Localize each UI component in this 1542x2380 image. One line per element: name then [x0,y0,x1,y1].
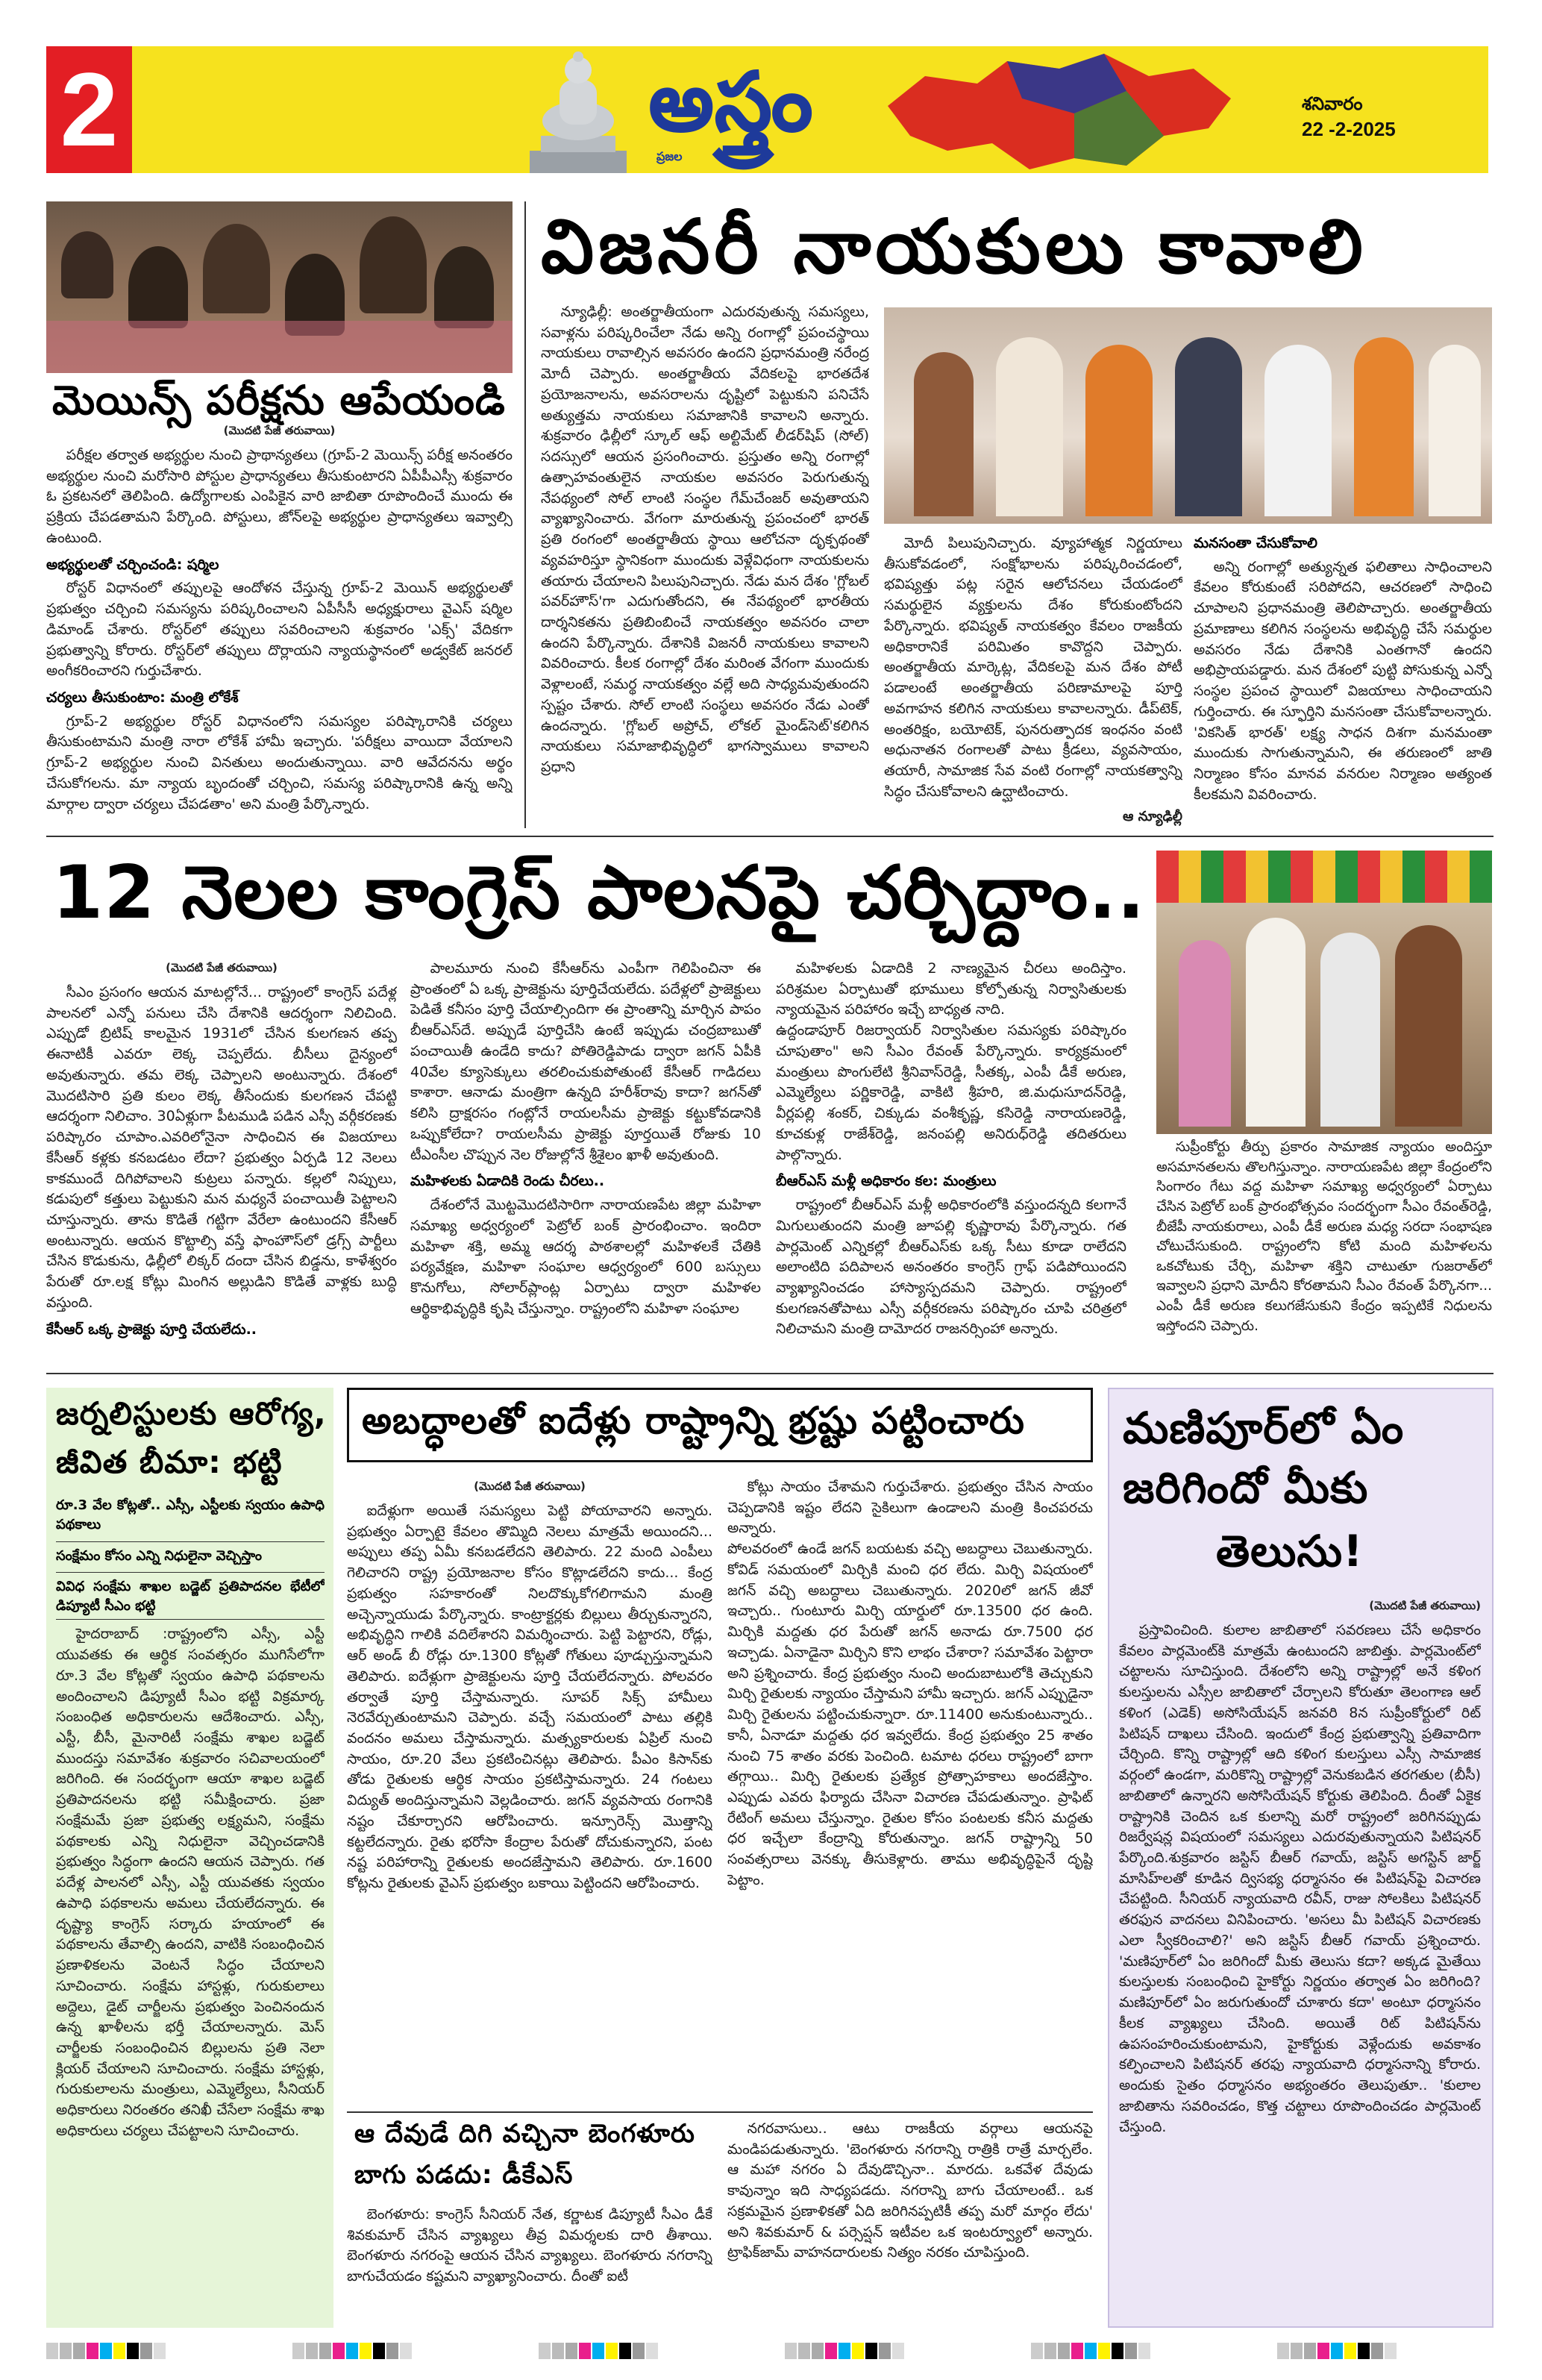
protest-photo [46,201,513,373]
story2-subhead: మనసంతా చేసుకోవాలి [1194,535,1317,551]
story3-subhead2: మహిళలకు ఏడాదికి రెండు చీరలు.. [410,1173,605,1190]
story2-col3: మనసంతా చేసుకోవాలి అన్ని రంగాల్లో అత్యున్నత ఫలితాలు సాధించాలని కేవలం కోరుకుంటే సరిపోదని, ఆచరణలో సాధించి చూపాలని ప్రధానమంత్రి తెలిపొచ్చారు. అంతర్జాతీయ ప్రమాణాలు కలిగిన సంస్థలను అభివృద్ధి చేసే సమర్థుల అవసరం నేడు దేశానికి ఎంతగానో ఉందని అభిప్రాయపడ్డారు. మన దేశంలో పుట్టి పోసుకున్న ఎన్నో సంస్థల ప్రపంచ స్థాయిలో విజయాలు సాధించాయని గుర్తించారు. ఈ స్ఫూర్తిని మనసంతా చేసుకోవాలన్నారు. 'వికసిత్ భారత్' లక్ష్య సాధన దిశగా మనమంతా ముందుకు సాగుతున్నామని, ఈ తరుణంలో జాతి నిర్మాణం కోసం మానవ వనరుల నిర్మాణం అత్యంత కీలకమని వివరించారు. [1194,535,1492,803]
registration-swatch [400,2343,412,2359]
registration-swatch [1031,2343,1043,2359]
registration-swatch [785,2343,797,2359]
story1-para: పరీక్షల తర్వాత అభ్యర్థుల నుంచి ప్రాథాన్యతలు (గ్రూప్-2 మెయిన్స్ పరీక్ష అనంతరం అభ్యర్థుల నుంచి మరోసారి పోస్టుల ప్రాధాన్యతలు తీసుకుంటారని ఏపీపీఎస్సీ శుక్రవారం ఓ ప్రకటనలో తెలిపింది. ఉద్యోగాలకు ఎంపికైన వారి జాబితా రూపొందించే ముందు ఈ ప్రక్రియ చేపడతామని పేర్కొంది. పోస్టులు, జోన్‌లపై అభ్యర్థుల ప్రాధాన్యతలు ఇవ్వాల్సి ఉంటుంది. [46,446,513,546]
story5-col1: (మొదటి పేజీ తరువాయి) ఐదేళ్లుగా అయితే సమస్యలు పెట్టి పోయావారని అన్నారు. ప్రభుత్వం ఏర్పాటై కేవలం తొమ్మిది నెలలు మాత్రమే అయిందని... అప్పులు తప్ప ఏమీ కనబడలేదని తెలిపారు. 22 మంది ఎంపీలు గెలిచారని రాష్ట్ర ప్రయోజనాల కోసం కొట్లాడలేదని కాదు... కేంద్ర ప్రభుత్వం సహకారంతో నిలదొక్కుకోగలిగామని మంత్రి అచ్చెన్నాయుడు పేర్కొన్నారు. కాంట్రాక్టర్లకు బిల్లులు తీర్చుకున్నారని, అభివృద్ధిని గాలికి వదిలేశారని విమర్శించారు. పెట్టి పెట్టారని, రోడ్లు, ఆర్ అండ్ బీ రోడ్లు రూ.1300 కోట్లతో గోతులు పూడ్చుస్తున్నామని తెలిపారు. ఐదేళ్లుగా ప్రాజెక్టులను పూర్తి చేయలేదన్నారు. పోలవరం తర్వాతే పూర్తి చేస్తామన్నారు. సూపర్ సిక్స్ హామీలు నెరవేర్చుతుంటామని చెప్పారు. వచ్చే సమయంలో పాటు తల్లికి వందనం అమలు చేస్తామన్నారు. మత్స్యకారులకు ఏప్రిల్ నుంచి సాయం, రూ.20 వేలు ప్రకటించినట్లు తెలిపారు. పీఎం కిసాన్‌కు తోడు రైతులకు ఆర్థిక సాయం ప్రకటిస్తామన్నారు. 24 గంటలు విద్యుత్ అందిస్తున్నామని వెల్లడించారు. జగన్ వ్యవసాయ రంగానికి నష్టం చేకూర్చారని ఆరోపించారు. ఇన్సూరెన్స్ మొత్తాన్ని కట్టలేదన్నారు. రైతు భరోసా కేంద్రాల పేరుతో దోచుకున్నారని, పంట నష్ట పరిహారాన్ని రైతులకు అందజేస్తామని తెలిపారు. రూ.1600 కోట్లను రైతులకు వైఎస్ ప్రభుత్వం బకాయి పెట్టిందని ఆరోపించారు. [347,1479,712,1892]
story3-col2: పాలమూరు నుంచి కేసీఆర్‌ను ఎంపీగా గెలిపించినా ఈ ప్రాంతంలో ఏ ఒక్క ప్రాజెక్టును పూర్తిచేయలేదు. పదేళ్లలో ప్రాజెక్టులు పెడితే కనీసం పూర్తి చేయాల్సిందిగా ఈ ప్రాంతాన్ని మార్చిన పాపం బీఆర్ఎస్‌దే. అప్పుడే పూర్తిచేసి ఉంటే ఇప్పుడు చంద్రబాబుతో పంచాయితీ ఉండేది కాదు? పోతిరెడ్డిపాడు ద్వారా జగన్ ఏపీకి 40వేల క్యూసెక్కులు తరలించుకుపోతుంటే కేసీఆర్ గాడిదలు కాశారా. ఆనాడు మంత్రిగా ఉన్నది హరీశ్‌రావు కాదా? జగన్‌తో కలిసి ద్రాక్షరసం గంట్లోనే రాయలసీమ ప్రాజెక్టు కట్టుకోవడానికి ఒప్పుకోలేదా? రాయలసీమ ప్రాజెక్టు పూర్తయితే రోజుకు 10 టీఎంసీల చొప్పున నెల రోజుల్లోనే శ్రీశైలం ఖాళీ అవుతుంది. మహిళలకు ఏడాదికి రెండు చీరలు.. దేశంలోనే మొట్టమొదటిసారిగా నారాయణపేట జిల్లా మహిళా సమాఖ్య అధ్వర్యంలో పెట్రోల్ బంక్ ప్రారంభించాం. ఇందిరా మహిళా శక్తి, అమ్మ ఆదర్శ పాఠశాలల్లో మహిళలకే చేతికి పర్యవేక్షణ, మహిళా సంఘాల ఆధ్వర్యంలో 600 బస్సులు కొనుగోలు, సోలార్‌ప్లాంట్ల ఏర్పాటు ద్వారా మహిళల ఆర్థికాభివృద్ధికి కృషి చేస్తున్నాం. రాష్ట్రంలోని మహిళా సంఘాల [410,960,761,1317]
registration-swatch [852,2343,864,2359]
registration-swatch [539,2343,551,2359]
story5-headline: అబద్ధాలతో ఐదేళ్లు రాష్ట్రాన్ని భ్రష్టు పట్టించారు [362,1399,1025,1442]
registration-swatch [1277,2343,1289,2359]
story2-byline: ఆ న్యూఢిల్లీ [1122,808,1182,824]
story5-subheadline2: బాగు పడదు: డీకేఎస్ [354,2160,574,2190]
registration-swatch [87,2343,98,2359]
story5-subheadline1: ఆ దేవుడే దిగి వచ్చినా బెంగళూరు [354,2119,695,2149]
registration-swatch [113,2343,125,2359]
story1-body [46,422,513,836]
registration-swatch [892,2343,904,2359]
registration-swatch [333,2343,345,2359]
story1-subhead2: చర్యలు తీసుకుంటాం: మంత్రి లోకేశ్ [46,689,239,706]
story6-headline-line1: మణిపూర్‌లో ఏం [1123,1403,1405,1453]
registration-swatch [46,2343,58,2359]
story3-col1: (మొదటి పేజీ తరువాయి) సీఎం ప్రసంగం ఆయన మాటల్లోనే... రాష్ట్రంలో కాంగ్రెస్ పదేళ్ల పాలనలో ఎన్నో పనులు చేసి దేశానికి ఆదర్శంగా నిలిచింది. ఎప్పుడో బ్రిటిష్ కాలమైన 1931లో చేసిన కులగణన తప్ప ఈనాటికీ ఎవరూ లెక్క చెప్పలేదు. బీసీలు దైన్యంలో అవుతున్నారు. తమ లెక్క చెప్పాలని అంటున్నారు. దేశంలో మొదటిసారి ప్రతి కులం లెక్క తీసేందుకు కులగణన చేపట్టి ఆదర్శంగా నిలిచాం. 30ఏళ్లుగా పీటముడి పడిన ఎస్సీ వర్గీకరణకు పరిష్కారం చూపాం.ఎవరిలోనైనా సాధించిన ఈ విజయాలు కేసీఆర్ కళ్లకు కనబడటం లేదా? ప్రభుత్వం ఏర్పడి 12 నెలలు కాకముందే దిగిపోవాలని కుట్రలు పన్నారు. కల్లలో నిప్పులు, కడుపులో కత్తులు పెట్టుకుని మన మధ్యనే పంచాయితీ పెట్టాలని చూస్తున్నారు. తాను కొడితే గట్టిగా వేరేలా ఉంటుందని కేసీఆర్ అంటున్నారు. ఆయన కొట్టాల్సి వస్తే ఫాంహౌస్‌లో డ్రగ్స్ పార్టీలు చేసిన కొడుకును, ఢిల్లీలో లిక్కర్ దందా చేసిన బిడ్డను, కాళేశ్వరం పేరుతో రూ.లక్ష కోట్లు మింగిన అల్లుడిని కొడితే వాళ్లకు బుద్ధి వస్తుంది. కేసీఆర్ ఒక్క ప్రాజెక్టు పూర్తి చేయలేదు.. [46,959,397,1365]
registration-swatch [127,2343,139,2359]
registration-swatch [565,2343,577,2359]
registration-swatch [386,2343,398,2359]
story4-deck3: వివిధ సంక్షేమ శాఖల బడ్జెట్ ప్రతిపాదనల భేటీలో డిప్యూటీ సీఎం భట్టి [56,1572,325,1617]
story2-col1: న్యూఢిల్లీ: అంతర్జాతీయంగా ఎదురవుతున్న సమస్యలు, సవాళ్లను పరిష్కరించేలా నేడు అన్ని రంగాల్లో ప్రపంచస్థాయి నాయకులు రావాల్సిన అవసరం ఉందని ప్రధానమంత్రి నరేంద్ర మోదీ చెప్పారు. అంతర్జాతీయ వేదికలపై భారతదేశ ప్రయోజనాలను, అవసరాలను దృష్టిలో పెట్టుకుని పనిచేసే అత్యుత్తమ నాయకులు సమాజానికి కావాలని అన్నారు. శుక్రవారం ఢిల్లీలో స్కూల్ ఆఫ్ అల్టిమేట్ లీడర్‌షిప్ (సోల్) సదస్సులో ఆయన ప్రసంగించారు. ప్రస్తుతం అన్ని రంగాల్లో ఉత్సాహవంతులైన నాయకుల అవసరం పెరుగుతున్న నేపథ్యంలో సోల్ లాంటి సంస్థల గేమ్‌చేంజర్ అవుతాయని వ్యాఖ్యానించారు. వేగంగా మారుతున్న ప్రపంచంలో భారత్ ప్రతి రంగంలో అంతర్జాతీయ స్థాయి ఆలోచనా దృక్పథంతో వ్యవహరిస్తూ స్థానికంగా ముందుకు వెళ్లేవిధంగా నాయకులను తయారు చేయాలని పిలుపునిచ్చారు. నేడు మన దేశం 'గ్లోబల్ పవర్‌హౌస్'గా ఎదుగుతోందని, ఈ నేపథ్యంలో భారతీయ దార్శనికతను ప్రతిబింబించే నాయకత్వం అవసరం చాలా ఉందని పేర్కొన్నారు. దేశానికి విజనరీ నాయకులు కావాలని వివరించారు. కీలక రంగాల్లో దేశం మరింత వేగంగా ముందుకు వెళ్లాలంటే, సమర్థ నాయకత్వం వల్లే అది సాధ్యమవుతుందని స్పష్టం చేశారు. సోల్ లాంటి సంస్థలు అవసరం నేడు ఎంతో ఉందన్నారు. 'గ్లోబల్ అప్రోచ్, లోకల్ మైండ్‌సెట్'కలిగిన నాయకులు సమాజాభివృద్ధిలో భాగస్వాములు కావాలని ప్రధాని [541,304,869,776]
registration-swatch [646,2343,658,2359]
registration-swatch [140,2343,152,2359]
section-rule [46,1373,1494,1374]
registration-swatch [1385,2343,1397,2359]
issue-date: 22 -2-2025 [1302,118,1396,140]
story3-headline: 12 నెలల కాంగ్రెస్ పాలనపై చర్చిద్దాం.. [52,851,1146,936]
registration-swatch [373,2343,385,2359]
story3-subhead3: బీఆర్ఎస్ మళ్లీ అధికారం కల: మంత్రులు [776,1173,997,1190]
section-rule [46,836,1494,837]
story6-headline-line2: జరిగిందో మీకు [1123,1462,1369,1513]
story3-continued: (మొదటి పేజీ తరువాయి) [166,961,278,974]
registration-swatch [579,2343,591,2359]
registration-swatch [73,2343,85,2359]
state-map-icon [880,46,1238,173]
registration-swatch [154,2343,166,2359]
story6-continued: (మొదటి పేజీ తరువాయి) [1369,1599,1481,1612]
buddha-statue-icon [515,46,642,173]
story5-subcol2: నగరవాసులు.. ఆటు రాజకీయ వర్గాలు ఆయనపై మండిపడుతున్నారు. 'బెంగళూరు నగరాన్ని రాత్రికి రాత్రే మార్చలేం. ఆ మహా నగరం ఏ దేవుడొచ్చినా.. మారదు. ఒకవేళ దేవుడు కావున్నాం ఇది సాధ్యపడదు. నగరాన్ని బాగు చేయాలంటే.. ఒక సక్రమమైన ప్రణాళికతో ఏది జరిగినప్పటికీ తప్ప మరో మార్గం లేదు' అని శివకుమార్ & పర్సెప్షన్ ఇటీవల ఒక ఇంటర్వ్యూలో అన్నారు. ట్రాఫిక్‌జామ్ వాహనదారులకు నిత్యం నరకం చూపిస్తుంది. [727,2120,1093,2261]
story1-continued: (మొదటి పేజీ తరువాయి) [223,424,336,437]
story1-headline: మెయిన్స్ పరీక్షను ఆపేయండి [52,377,506,424]
cm-photo-caption: సుప్రీంకోర్టు తీర్పు ప్రకారం సామాజిక న్యాయం అందిస్తూ అసమానతలను తొలగిస్తున్నాం. నారాయణపేట జిల్లా కేంద్రంలోని సింగారం గేటు వద్ద మహిళా సమాఖ్య అధ్వర్యంలో ఏర్పాటు చేసిన పెట్రోల్ బంక్ ప్రారంభోత్సవం సందర్భంగా సీఎం రేవంత్‌రెడ్డి, బీజేపీ నాయకురాలు, ఎంపీ డీకే అరుణ మధ్య సరదా సంభాషణ చోటుచేసుకుంది. రాష్ట్రంలోని కోటి మంది మహిళలను ఒకచోటుకు చేర్చి, మహిళా శక్తిని చాటుతూ గుజరాత్‌లో ఇవ్వాలని ప్రధాని మోదీని కోరతామని సీఎం రేవంత్ పేర్కొనగా... ఎంపీ డీకే అరుణ కలుగజేసుకుని కేంద్రం ఇప్పటికే నిధులను ఇస్తోందని చెప్పారు. [1156,1139,1492,1334]
registration-swatch [825,2343,837,2359]
leaders-photo [884,307,1492,524]
registration-swatch [60,2343,72,2359]
story4-deck1: రూ.3 వేల కోట్లతో.. ఎస్సీ, ఎస్టీలకు స్వయం ఉపాధి పథకాలు [56,1497,325,1533]
registration-swatch [1304,2343,1316,2359]
story6-headline-line3: తెలుసు! [1216,1526,1364,1576]
registration-swatch [606,2343,618,2359]
registration-swatch [100,2343,112,2359]
page-number-box [46,46,132,173]
registration-swatch [1358,2343,1370,2359]
story5-subcol1: బెంగళూరు: కాంగ్రెస్ సీనియర్ నేత, కర్ణాటక డిప్యూటీ సీఎం డీకే శివకుమార్ చేసిన వ్యాఖ్యలు తీవ్ర విమర్శలకు దారి తీశాయి. బెంగళూరు నగరంపై ఆయన చేసిన వ్యాఖ్యలు. బెంగళూరు నగరాన్ని బాగుచేయడం కష్టమని వ్యాఖ్యానించారు. దీంతో ఐటీ [347,2206,712,2285]
registration-swatch [1044,2343,1056,2359]
story2-col2: మోదీ పిలుపునిచ్చారు. వ్యూహాత్మక నిర్ణయాలు తీసుకోవడంలో, సంక్షోభాలను పరిష్కరించడంలో, భవిష్యత్తు పట్ల సరైన ఆలోచనలు చేయడంలో సమర్థులైన వ్యక్తులను దేశం కోరుకుంటోందని పేర్కొన్నారు. భవిష్యత్ నాయకత్వం కేవలం రాజకీయ అధికారానికే పరిమితం కావొద్దని చెప్పారు. అంతర్జాతీయ మార్కెట్ల, వేదికలపై మన దేశం పోటీ పడాలంటే అంతర్జాతీయ పరిణామాలపై పూర్తి అవగాహన కలిగిన నాయకులు కావాలన్నారు. డీప్‌టెక్, అంతరిక్షం, బయోటెక్, పునరుత్పాదక ఇంధనం వంటి అధునాతన రంగాలతో పాటు క్రీడలు, వ్యవసాయం, తయారీ, సామాజిక సేవ వంటి రంగాల్లో నాయకత్వాన్ని సిద్ధం చేసుకోవాలని ఉద్ఘాటించారు. ఆ న్యూఢిల్లీ [884,533,1182,828]
issue-day: శనివారం [1302,93,1363,114]
print-registration-bar [46,2343,1494,2359]
story1-para: రోస్టర్ విధానంలో తప్పులపై ఆందోళన చేస్తున్న గ్రూప్-2 మెయిన్ అభ్యర్థులతో ప్రభుత్వం చర్చించి సమస్యను పరిష్కరించాలని ఏపీసీసీ అధ్యక్షురాలు వైఎస్ షర్మిల డిమాండ్ చేశారు. రోస్టర్‌లో తప్పులు సవరించాలని శుక్రవారం 'ఎక్స్' వేదికగా ప్రభుత్వాన్ని కోరారు. రోస్టర్‌లో తప్పులు దొర్లాయని న్యాయస్థానంలో అడ్వకేట్ జనరల్ అంగీకరించారని గుర్తుచేశారు. [46,580,513,680]
column-rule [524,201,526,828]
masthead-sub: ప్రజల [656,149,683,163]
registration-swatch [798,2343,810,2359]
registration-swatch [1125,2343,1137,2359]
story6-body: (మొదటి పేజీ తరువాయి) ప్రస్తావించింది. కులాల జాబితాలో సవరణలు చేసే అధికారం కేవలం పార్లమెంట్‌కి మాత్రమే ఉంటుందని జాబిత్తు. పార్లమెంట్‌లో చట్టాలను సూచిస్తుంది. దేశంలోని అన్ని రాష్ట్రాల్లో అనే కళింగ కులస్తులను ఎస్సీల జాబితాలో చేర్చాలని కోరుతూ తెలంగాణ ఆల్ కళింగ (ఎడెక్) అసోసియేషన్ జనవరి 8న సుప్రీంకోర్టులో రిట్ పిటిషన్ దాఖలు చేసింది. ఇందులో కేంద్ర ప్రభుత్వాన్ని ప్రతివాదిగా చేర్చింది. కొన్ని రాష్ట్రాల్లో ఆది కళింగ కులస్తులు ఎస్సీ సామాజిక వర్గంలో ఉండగా, మరికొన్ని రాష్ట్రాల్లో వెనుకబడిన తరగతుల (బీసీ) జాబితాలో ఉన్నారని అసోసియేషన్ కోర్టుకు తెలిపింది. దీంతో ఏకైక రాష్ట్రానికి చెందిన ఒక కులాన్ని మరో రాష్ట్రంలో జరిగినప్పుడు రిజర్వేషన్ల విషయంలో సమస్యలు ఎదురవుతున్నాయని పిటిషనర్ పేర్కొంది.శుక్రవారం జస్టిస్ బీఆర్ గవాయ్, జస్టిస్ అగస్టిన్ జార్జ్ మాసిహ్‌లతో కూడిన ద్విసభ్య ధర్మాసనం ఈ పిటిషన్‌పై విచారణ చేపట్టింది. సీనియర్ న్యాయవాది రవీన్, రాజు సోలకిలు పిటిషనర్ తరఫున వాదనలు వినిపించారు. 'అసలు మీ పిటిషన్ విచారణకు ఎలా స్వీకరించాలి?' అని జస్టిస్ బీఆర్ గవాయ్ ప్రశ్నించారు. 'మణిపూర్‌లో ఏం జరిగిందో మీకు తెలుసు కదా? అక్కడ మైతేయి కులస్తులకు సంబంధించి హైకోర్టు నిర్ణయం తర్వాత ఏం జరిగింది? మణిపూర్‌లో ఏం జరుగుతుందో చూశారు కదా' అంటూ ధర్మాసనం కీలక వ్యాఖ్యలు చేసింది. అయితే రిట్ పిటిషన్‌ను ఉపసంహరించుకుంటామని, హైకోర్టుకు వెళ్లేందుకు అవకాశం కల్పించాలని పిటిషనర్ తరఫు న్యాయవాది ధర్మాసనాన్ని కోరారు. అందుకు సైతం ధర్మాసనం అభ్యంతరం తెలుపుతూ.. 'కులాల జాబితాను సవరించడం, కొత్త చట్టాలు రూపొందించడం పార్లమెంట్ చేస్తుంది. [1119,1599,1481,2135]
story3-subhead1: కేసీఆర్ ఒక్క ప్రాజెక్టు పూర్తి చేయలేదు.. [46,1321,257,1338]
page-number: 2 [60,51,119,168]
registration-swatch [1317,2343,1329,2359]
registration-swatch [1085,2343,1097,2359]
registration-swatch [1331,2343,1343,2359]
cm-event-photo [1156,851,1492,1134]
registration-swatch [619,2343,631,2359]
registration-swatch [812,2343,824,2359]
story4-headline-line2: జీవిత బీమా: భట్టి [56,1444,283,1480]
registration-swatch [1371,2343,1383,2359]
registration-swatch [865,2343,877,2359]
story2-headline: విజనరీ నాయకులు కావాలి [541,203,1367,290]
registration-swatch [879,2343,891,2359]
story5-col2: కోట్లు సాయం చేశామని గుర్తుచేశారు. ప్రభుత్వం చేసిన సాయం చెప్పడానికి ఇష్టం లేదని సైకిలుగా ఉండాలని మంత్రి కించపరచు అన్నారు. పోలవరంలో ఉండే జగన్ బయటకు వచ్చి అబద్ధాలు చెబుతున్నారు. కోవిడ్ సమయంలో మిర్చికి మంచి ధర లేదు. మిర్చి విషయంలో జగన్ వచ్చి అబద్ధాలు చెబుతున్నారు. 2020లో జగన్ జీవో ఇచ్చారు.. గుంటూరు మిర్చి యార్డులో రూ.13500 ధర ఉంది. మిర్చికి మద్దతు ధర పేరుతో జగన్ అనాడు రూ.7500 ధర ఇచ్చాడు. ఏనాడైనా మిర్చిని కొని లాభం చేశారా? సమావేశం పెట్టారా అని ప్రశ్నించారు. కేంద్ర ప్రభుత్వం నుంచి అందుబాటులోకి తెచ్చుకుని మిర్చి రైతులకు న్యాయం చేస్తామని హామీ ఇచ్చారు. జగన్ ఎప్పుడైనా మిర్చి రైతులను పట్టించుకున్నారా. రూ.11400 అనుకుంటున్నారు.. కానీ, ఏనాడూ మద్దతు ధర ఇవ్వలేదు. కేంద్ర ప్రభుత్వం 25 శాతం నుంచి 75 శాతం వరకు పెంచింది. టమాట ధరలు రాష్ట్రంలో బాగా తగ్గాయి.. మిర్చి రైతులకు ప్రత్యేక ప్రోత్సాహకాలు అందజేస్తాం. ఎప్పుడు ఎవరు ఫిర్యాదు చేసినా విచారణ చేపడుతున్నాం. ప్రాఫిట్ రేటింగ్ అమలు చేస్తున్నాం. రైతుల కోసం పంటలకు కనీస మద్దతు ధర ఇచ్చేలా కేంద్రాన్ని కోరుతున్నాం. జగన్ రాష్ట్రాన్ని 50 సంవత్సరాలు వెనక్కు తీసుకెళ్లారు. తాము అభివృద్ధిపైనే దృష్టి పెట్టాం. [727,1479,1093,1888]
registration-swatch [1071,2343,1083,2359]
registration-swatch [1098,2343,1110,2359]
masthead-logo: అస్త్రం [649,56,814,149]
story4-body: రూ.3 వేల కోట్లతో.. ఎస్సీ, ఎస్టీలకు స్వయం ఉపాధి పథకాలు సంక్షేమం కోసం ఎన్ని నిధులైనా వెచ్చిస్తాం వివిధ సంక్షేమ శాఖల బడ్జెట్ ప్రతిపాదనల భేటీలో డిప్యూటీ సీఎం భట్టి హైదరాబాద్ :రాష్ట్రంలోని ఎస్సీ, ఎస్టీ యువతకు ఈ ఆర్థిక సంవత్సరం ముగిసేలోగా రూ.3 వేల కోట్లతో స్వయం ఉపాధి పథకాలను అందించాలని డిప్యూటీ సీఎం భట్టి విక్రమార్క సంబంధిత అధికారులను ఆదేశించారు. ఎస్సీ, ఎస్టీ, బీసీ, మైనారిటీ సంక్షేమ శాఖల బడ్జెట్ ముందస్తు సమావేశం శుక్రవారం సచివాలయంలో జరిగింది. ఈ సందర్భంగా ఆయా శాఖల బడ్జెట్ ప్రతిపాదనలను భట్టి సమీక్షించారు. ప్రజా సంక్షేమమే ప్రజా ప్రభుత్వ లక్ష్యమని, సంక్షేమ పథకాలకు ఎన్ని నిధులైనా వెచ్చించడానికి ప్రభుత్వం సిద్ధంగా ఉందని ఆయన చెప్పారు. గత పదేళ్ల పాలనలో ఎస్సీ, ఎస్టీ యువతకు స్వయం ఉపాధి పథకాలను అమలు చేయలేదన్నారు. ఈ దృష్ట్యా కాంగ్రెస్ సర్కారు హయాంలో ఈ పథకాలను తేవాల్సి ఉందని, వాటికి సంబంధించిన ప్రణాళికలను వెంటనే సిద్ధం చేయాలని సూచించారు. సంక్షేమ హాస్టళ్లు, గురుకులాలు అద్దెలు, డైట్ చార్జీలను ప్రభుత్వం పెంచినందున ఉన్న ఖాళీలను భర్తీ చేయాలన్నారు. మెస్ చార్జీలకు సంబంధించిన బిల్లులను ప్రతి నెలా క్లియర్ చేయాలని సూచించారు. సంక్షేమ హాస్టళ్లు, గురుకులాలను మంత్రులు, ఎమ్మెల్యేలు, సీనియర్ అధికారులు నిరంతరం తనిఖీ చేసేలా సంక్షేమ శాఖ అధికారులు చర్యలు చేపట్టాలని సూచించారు. [56,1496,325,2324]
registration-swatch [1058,2343,1070,2359]
subsection-rule [347,2111,1093,2113]
registration-swatch [552,2343,564,2359]
registration-swatch [1291,2343,1303,2359]
registration-swatch [633,2343,645,2359]
registration-swatch [292,2343,304,2359]
registration-swatch [360,2343,372,2359]
registration-swatch [592,2343,604,2359]
registration-swatch [1344,2343,1356,2359]
story1-subhead1: అభ్యర్థులతో చర్చించండి: షర్మిల [46,556,219,573]
registration-swatch [839,2343,850,2359]
story1-para: గ్రూప్-2 అభ్యర్థుల రోస్టర్ విధానంలోని సమస్యల పరిష్కారానికి చర్యలు తీసుకుంటామని మంత్రి నారా లోకేశ్ హామీ ఇచ్చారు. 'పరీక్షలు వాయిదా వేయాలని గ్రూప్-2 అభ్యర్థుల నుంచి వినతులు అందుతున్నాయి. వారి ఆవేదనను అర్థం చేసుకోగలను. మా న్యాయ బృందంతో చర్చించి, సమస్య పరిష్కారానికి ఉన్న అన్ని మార్గాల ద్వారా చర్యలు చేపడతాం' అని మంత్రి పేర్కొన్నారు. [46,713,513,812]
registration-swatch [1112,2343,1123,2359]
story5-continued: (మొదటి పేజీ తరువాయి) [474,1479,586,1493]
registration-swatch [346,2343,358,2359]
registration-swatch [319,2343,331,2359]
registration-swatch [1138,2343,1150,2359]
story4-deck2: సంక్షేమం కోసం ఎన్ని నిధులైనా వెచ్చిస్తాం [56,1541,325,1566]
story4-headline-line1: జర్నలిస్టులకు ఆరోగ్య, [56,1395,327,1432]
story3-col3: మహిళలకు ఏడాదికి 2 నాణ్యమైన చీరలు అందిస్తాం. పరిశ్రమల ఏర్పాటుతో భూములు కోల్పోతున్న నిర్వాసితులకు న్యాయమైన పరిహారం ఇచ్చే బాధ్యత నాది. ఉద్దండాపూర్ రిజర్వాయర్ నిర్వాసితుల సమస్యకు పరిష్కారం చూపుతాం" అని సీఎం రేవంత్ పేర్కొన్నారు. కార్యక్రమంలో మంత్రులు పొంగులేటి శ్రీనివాస్‌రెడ్డి, సీతక్క, ఎంపీ డీకే అరుణ, ఎమ్మెల్యేలు పర్ణికారెడ్డి, వాకిటి శ్రీహరి, జి.మధుసూదన్‌రెడ్డి, వీర్లపల్లి శంకర్, చిక్కుడు వంశీకృష్ణ, కసిరెడ్డి నారాయణరెడ్డి, కూచకుళ్ల రాజేశ్‌రెడ్డి, జనంపల్లి అనిరుధ్‌రెడ్డి తదితరులు పాల్గొన్నారు. బీఆర్ఎస్ మళ్లీ అధికారం కల: మంత్రులు రాష్ట్రంలో బీఆర్ఎస్ మళ్లీ అధికారంలోకి వస్తుందన్నది కలగానే మిగులుతుందని మంత్రి జూపల్లి కృష్ణారావు పేర్కొన్నారు. గత పార్లమెంట్ ఎన్నికల్లో బీఆర్ఎస్‌కు ఒక్క సీటు కూడా రాలేదని అలాంటిది పదిపాలన అనంతరం కాంగ్రెస్ గ్రాఫ్ పడిపోయిందని వ్యాఖ్యానించడం హాస్యాస్పదమని చెప్పారు. రాష్ట్రంలో కులగణనతోపాటు ఎస్సీ వర్గీకరణను పరిష్కారం చూపి చరిత్రలో నిలిచామని మంత్రి దామోదర రాజనర్సింహా అన్నారు. [776,960,1126,1338]
registration-swatch [306,2343,318,2359]
